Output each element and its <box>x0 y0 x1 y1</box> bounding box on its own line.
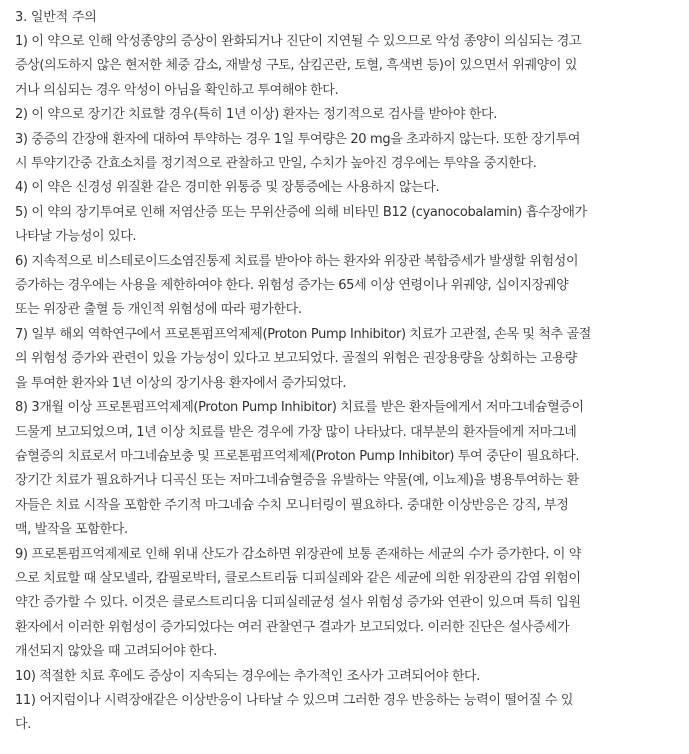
text-line: 나타날 가능성이 있다. <box>15 229 137 245</box>
precaution-item-2 <box>15 103 675 127</box>
text-line: 의 위험성 증가와 관련이 있을 가능성이 있다고 보고되었다. 골절의 위험은 권장용량을 상회하는 고용량 <box>15 351 577 367</box>
precaution-item-8 <box>15 396 675 542</box>
text-line: 장기간 치료가 필요하거나 디곡신 또는 저마그네슘혈증을 유발하는 약물(예, 이뇨제)을 병용투여하는 환 <box>15 473 579 489</box>
text-line: 5) 이 약의 장기투여로 인해 저염산증 또는 무위산증에 의해 비타민 B12 (cyanocobalamin) 흡수장애가 <box>15 204 587 220</box>
text-line: 개선되지 않았을 때 고려되어야 한다. <box>15 644 218 660</box>
text-line: 으로 치료할 때 살모넬라, 캄필로박터, 클로스트리듐 디피실레와 같은 세균에 의한 위장관의 감염 위험이 <box>15 570 581 586</box>
text-line: 을 투여한 환자와 1년 이상의 장기사용 환자에서 증가되었다. <box>15 375 347 391</box>
text-line: 11) 어지럼이나 시력장애같은 이상반응이 나타날 수 있으며 그러한 경우 반응하는 능력이 떨어질 수 있 <box>15 692 574 708</box>
text-line: 환자에서 이러한 위험성이 증가되었다는 여러 관찰연구 결과가 보고되었다. 이러한 진단은 설사증세가 <box>15 619 570 635</box>
text-line: 또는 위장관 출혈 등 개인적 위험성에 따라 평가한다. <box>15 302 302 318</box>
text-line: 약간 증가할 수 있다. 이것은 클로스트리디움 디피실레균성 설사 위험성 증가와 연관이 있으며 특히 입원 <box>15 595 581 611</box>
text-line: 자들은 치료 시작을 포함한 주기적 마그네슘 수치 모니터링이 필요하다. 중대한 이상반응은 강직, 부정 <box>15 497 569 513</box>
text-line: 6) 지속적으로 비스테로이드소염진통제 치료를 받아야 하는 환자와 위장관 복합증세가 발생할 위험성이 <box>15 253 579 269</box>
precaution-item-9 <box>15 543 675 665</box>
precaution-item-4 <box>15 176 675 200</box>
text-line: 증상(의도하지 않은 현저한 체중 감소, 재발성 구토, 삼킴곤란, 토혈, 흑색변 등)이 있으면서 위궤양이 있 <box>15 58 578 74</box>
precaution-item-1 <box>15 30 675 103</box>
precautions-list <box>15 30 675 738</box>
text-line: 맥, 발작을 포함한다. <box>15 522 128 538</box>
precaution-item-6 <box>15 250 675 323</box>
precaution-item-5 <box>15 201 675 250</box>
text-line: 다. <box>15 717 31 733</box>
text-line: 7) 일부 해외 역학연구에서 프로톤펌프억제제(Proton Pump Inhibitor) 치료가 고관절, 손목 및 척추 골절 <box>15 326 591 342</box>
text-line: 시 투약기간중 간효소치를 정기적으로 관찰하고 만일, 수치가 높아진 경우에는 투약을 중지한다. <box>15 156 537 172</box>
text-line: 거나 의심되는 경우 악성이 아님을 확인하고 투여해야 한다. <box>15 82 339 98</box>
section-title: 3. 일반적 주의 <box>15 10 97 25</box>
text-line: 8) 3개월 이상 프로톤펌프억제제(Proton Pump Inhibitor) 치료를 받은 환자들에게서 저마그네슘혈증이 <box>15 400 584 416</box>
text-line: 슘혈증의 치료로서 마그네슘보충 및 프로톤펌프억제제(Proton Pump Inhibitor) 투여 중단이 필요하다. <box>15 448 580 464</box>
text-line: 4) 이 약은 신경성 위질환 같은 경미한 위통증 및 장통증에는 사용하지 않는다. <box>15 180 440 196</box>
text-line: 10) 적절한 치료 후에도 증상이 지속되는 경우에는 추가적인 조사가 고려되어야 한다. <box>15 668 481 684</box>
text-line: 1) 이 약으로 인해 악성종양의 증상이 완화되거나 진단이 지연될 수 있으므로 악성 종양이 의심되는 경고 <box>15 34 582 49</box>
text-line: 3) 중증의 간장애 환자에 대하여 투약하는 경우 1일 투여량은 20 mg을 초과하지 않는다. 또한 장기투여 <box>15 131 581 147</box>
precaution-item-3 <box>15 128 675 177</box>
text-line: 증가하는 경우에는 사용을 제한하여야 한다. 위험성 증가는 65세 이상 연령이나 위궤양, 십이지장궤양 <box>15 278 569 294</box>
precaution-item-11 <box>15 689 675 738</box>
precaution-item-7 <box>15 323 675 396</box>
text-line: 2) 이 약으로 장기간 치료할 경우(특히 1년 이상) 환자는 정기적으로 검사를 받아야 한다. <box>15 107 498 123</box>
text-line: 드물게 보고되었으며, 1년 이상 치료를 받은 경우에 가장 많이 나타났다. 대부분의 환자들에게 저마그네 <box>15 424 577 440</box>
precaution-item-10 <box>15 665 675 689</box>
text-line: 9) 프로톤펌프억제제로 인해 위내 산도가 감소하면 위장관에 보통 존재하는 세균의 수가 증가한다. 이 약 <box>15 546 582 562</box>
